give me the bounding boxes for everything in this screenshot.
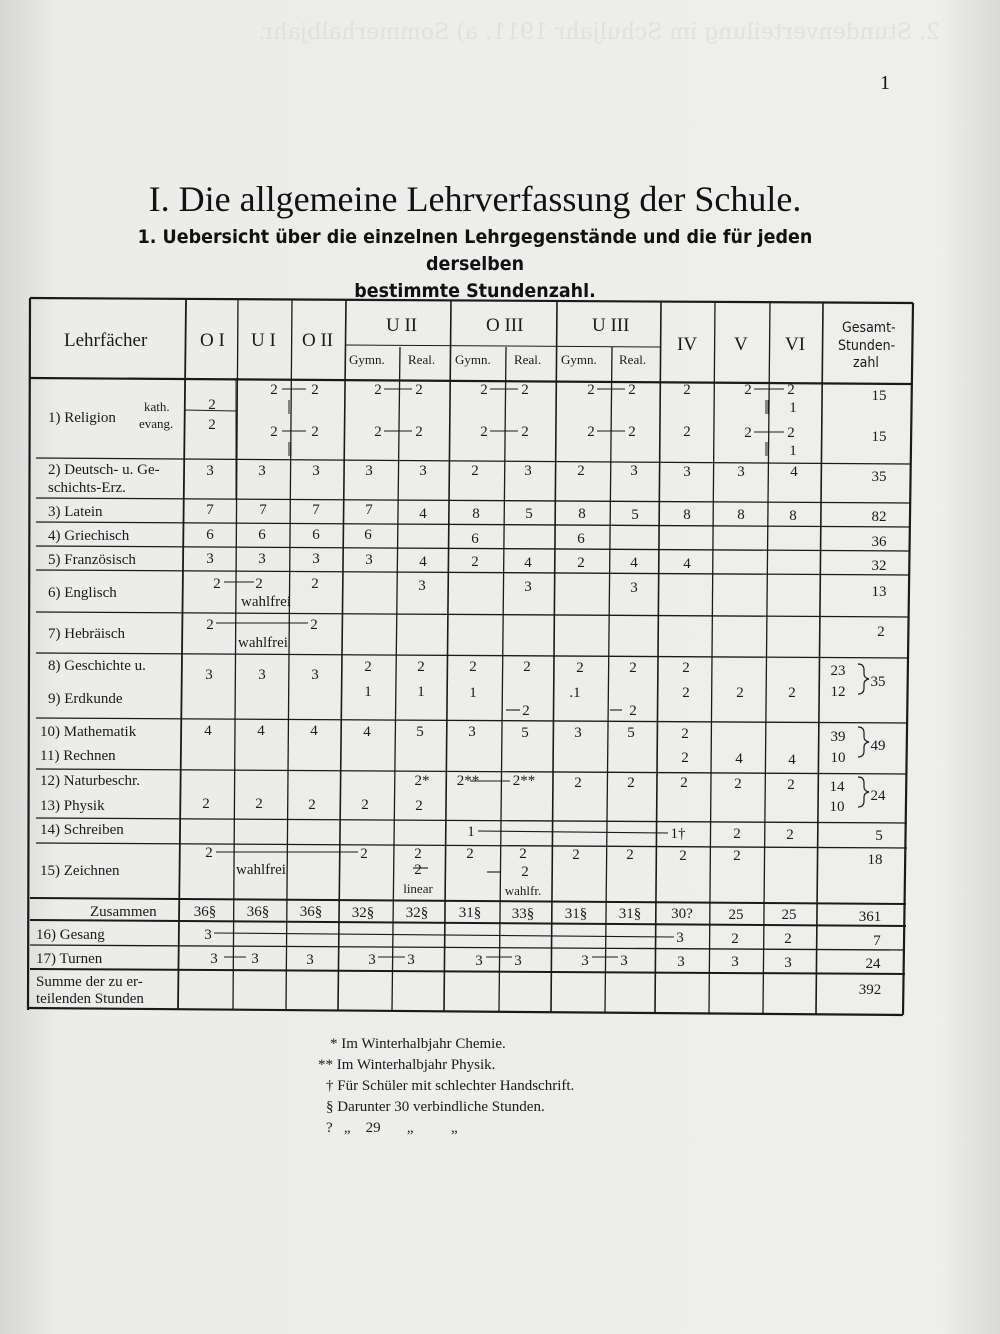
footnote: † Für Schüler mit schlechter Handschrift. <box>326 1078 575 1094</box>
cell: 2* <box>414 773 430 789</box>
cell: 7 <box>365 502 373 518</box>
cell: 3 <box>784 955 792 971</box>
cell: 2 <box>587 424 595 440</box>
row-label-deutsch-2: schichts-Erz. <box>48 480 126 496</box>
row-label-religion: 1) Religion <box>48 410 116 426</box>
cell: 2 <box>787 382 795 398</box>
cell: 32§ <box>351 905 375 921</box>
cell: 24 <box>865 956 881 972</box>
cell: 8 <box>472 506 480 522</box>
cell: .1 <box>569 685 581 701</box>
cell: 3 <box>475 953 483 969</box>
header-class-uiii: U III <box>592 315 630 336</box>
cell: 3 <box>258 463 266 479</box>
cell: 2 <box>519 846 527 862</box>
cell: 8 <box>737 507 745 523</box>
cell: 2 <box>414 862 422 878</box>
cell: 7 <box>873 933 881 949</box>
cell-note: wahlfrei <box>241 594 291 610</box>
cell: 6 <box>206 527 214 543</box>
cell: 2 <box>522 703 530 719</box>
cell: 2 <box>523 659 531 675</box>
cell: 2 <box>628 382 636 398</box>
cell: 361 <box>858 909 882 925</box>
cell: 10 <box>830 750 846 766</box>
cell: 4 <box>735 751 743 767</box>
cell: 2 <box>787 425 795 441</box>
cell: 2 <box>308 797 316 813</box>
cell: 5 <box>521 725 529 741</box>
cell: 3 <box>737 464 745 480</box>
row-label-franzoesisch: 5) Französisch <box>48 552 136 568</box>
cell: 392 <box>858 982 882 998</box>
cell: 3 <box>574 725 582 741</box>
cell: 2 <box>733 848 741 864</box>
cell: 10 <box>829 799 845 815</box>
row-label-schreiben: 14) Schreiben <box>40 822 124 838</box>
cell: 3 <box>630 463 638 479</box>
cell: 31§ <box>618 906 642 922</box>
cell: 8 <box>683 507 691 523</box>
cell: 2 <box>628 424 636 440</box>
cell: 3 <box>365 552 373 568</box>
cell: 2 <box>480 424 488 440</box>
cell: 2 <box>682 660 690 676</box>
row-label-summe-1: Summe der zu er- <box>36 974 143 990</box>
cell: 2 <box>417 659 425 675</box>
combined-total: 24 <box>870 788 886 804</box>
cell: 5 <box>525 506 533 522</box>
table-cells <box>194 382 887 998</box>
cell: 2 <box>310 617 318 633</box>
cell: 1† <box>670 826 686 842</box>
cell: 3 <box>251 951 259 967</box>
cell: 2 <box>255 796 263 812</box>
cell: 1 <box>789 400 797 416</box>
cell: 6 <box>312 527 320 543</box>
cell: 4 <box>524 555 532 571</box>
cell: 2 <box>572 847 580 863</box>
cell: 2 <box>374 382 382 398</box>
row-label-religion-kath: kath. <box>144 399 170 414</box>
cell: 3 <box>210 951 218 967</box>
row-label-erdkunde: 9) Erdkunde <box>48 691 123 707</box>
row-label-zusammen: Zusammen <box>90 904 157 920</box>
cell: 2 <box>311 424 319 440</box>
cell: 35 <box>871 469 887 485</box>
cell: 2 <box>521 382 529 398</box>
cell: 3 <box>683 464 691 480</box>
cell: 2 <box>574 775 582 791</box>
row-label-summe-2: teilenden Stunden <box>36 991 144 1007</box>
cell: 7 <box>259 502 267 518</box>
cell: 2 <box>734 776 742 792</box>
cell: 7 <box>312 502 320 518</box>
header-oiii-real: Real. <box>514 352 542 367</box>
header-class-v: V <box>734 334 748 355</box>
cell: 32 <box>871 558 887 574</box>
row-label-turnen: 17) Turnen <box>36 951 103 967</box>
row-label-physik: 13) Physik <box>40 798 105 814</box>
row-label-zeichnen: 15) Zeichnen <box>40 863 120 879</box>
cell: 2 <box>680 775 688 791</box>
cell: 2** <box>456 773 480 789</box>
cell: 3 <box>620 953 628 969</box>
footnote: * Im Winterhalbjahr Chemie. <box>330 1036 506 1052</box>
bleed-through-text: 2. Stundenverteilung im Schuljahr 1911. a) Sommerhalbjahr. <box>258 20 940 45</box>
cell: 2 <box>360 846 368 862</box>
footnote: ? „ 29 „ „ <box>326 1120 458 1136</box>
footnotes <box>318 1034 574 1139</box>
cell: 3 <box>524 579 532 595</box>
cell: 2 <box>877 624 885 640</box>
cell: 2 <box>415 382 423 398</box>
cell: 30? <box>671 906 693 922</box>
row-label-englisch: 6) Englisch <box>48 585 117 601</box>
cell: 4 <box>788 752 796 768</box>
cell: 3 <box>418 578 426 594</box>
cell: 5 <box>416 724 424 740</box>
cell: 3 <box>407 952 415 968</box>
cell: 2 <box>629 703 637 719</box>
cell: 7 <box>206 502 214 518</box>
cell: 2 <box>682 685 690 701</box>
cell: 2 <box>787 777 795 793</box>
cell: 6 <box>471 531 479 547</box>
cell: 2 <box>521 424 529 440</box>
cell: 3 <box>676 930 684 946</box>
header-class-ui: U I <box>251 330 276 351</box>
cell: 39 <box>830 729 846 745</box>
cell: 1 <box>789 443 797 459</box>
cell: 36 <box>871 534 887 550</box>
header-class-uii: U II <box>386 315 418 336</box>
cell: 2 <box>683 382 691 398</box>
header-uiii-gymn: Gymn. <box>561 352 597 367</box>
cell: 3 <box>731 954 739 970</box>
cell-note: wahlfr. <box>504 883 542 898</box>
page-title: I. Die allgemeine Lehrverfassung der Schule. <box>148 179 802 219</box>
cell: 2 <box>364 659 372 675</box>
cell: 2 <box>577 555 585 571</box>
cell: 1 <box>467 824 475 840</box>
header-uii-real: Real. <box>408 352 436 367</box>
cell: 2 <box>361 797 369 813</box>
cell: 2 <box>213 576 221 592</box>
cell: 25 <box>728 907 744 923</box>
row-label-deutsch-1: 2) Deutsch- u. Ge- <box>48 462 160 478</box>
cell: 2 <box>374 424 382 440</box>
cell: 2** <box>512 773 536 789</box>
cell: 4 <box>630 555 638 571</box>
row-label-hebraeisch: 7) Hebräisch <box>48 626 126 642</box>
cell: 4 <box>419 506 427 522</box>
cell: 4 <box>683 556 691 572</box>
cell-note: wahlfrei <box>238 635 288 651</box>
cell: 2 <box>681 750 689 766</box>
cell: 2 <box>270 382 278 398</box>
row-label-naturbeschr: 12) Naturbeschr. <box>40 773 140 789</box>
cell: 3 <box>581 953 589 969</box>
header-total-line2: Stunden- <box>838 338 896 354</box>
cell: 15 <box>871 429 887 445</box>
cell-note: wahlfrei <box>236 862 286 878</box>
cell: 2 <box>744 382 752 398</box>
cell: 2 <box>415 798 423 814</box>
cell: 33§ <box>511 906 535 922</box>
header-class-iv: IV <box>677 334 698 355</box>
row-labels <box>36 399 173 1007</box>
header-uiii-real: Real. <box>619 352 647 367</box>
header-class-oiii: O III <box>486 315 524 336</box>
cell: 4 <box>363 724 371 740</box>
cell: 3 <box>514 953 522 969</box>
cell: 4 <box>257 723 265 739</box>
cell: 13 <box>871 584 887 600</box>
cell: 8 <box>578 506 586 522</box>
cell: 82 <box>871 509 887 525</box>
cell: 2 <box>311 576 319 592</box>
row-label-gesang: 16) Gesang <box>36 927 105 943</box>
cell: 3 <box>206 551 214 567</box>
cell: 2 <box>255 576 263 592</box>
cell: 2 <box>731 931 739 947</box>
cell: 2 <box>471 554 479 570</box>
cell: 3 <box>311 667 319 683</box>
cell: 2 <box>788 685 796 701</box>
cell: 2 <box>208 417 216 433</box>
cell: 3 <box>312 463 320 479</box>
cell: 3 <box>419 463 427 479</box>
cell: 23 <box>830 663 846 679</box>
footnote: § Darunter 30 verbindliche Stunden. <box>326 1099 545 1115</box>
cell: 3 <box>368 952 376 968</box>
cell: 2 <box>681 726 689 742</box>
header-total-line1: Gesamt- <box>842 320 896 336</box>
cell: 3 <box>306 952 314 968</box>
section-heading-line-2: bestimmte Stundenzahl. <box>354 280 596 302</box>
cell: 3 <box>677 954 685 970</box>
section-heading-line-1: 1. Uebersicht über die einzelnen Lehrgegenstände und die für jeden derselben <box>137 226 813 275</box>
row-label-griechisch: 4) Griechisch <box>48 528 130 544</box>
header-total-line3: zahl <box>853 355 879 371</box>
cell: 36§ <box>299 904 323 920</box>
cell: 18 <box>867 852 883 868</box>
cell: 3 <box>468 724 476 740</box>
cell: 3 <box>630 580 638 596</box>
cell: 1 <box>417 684 425 700</box>
cell: 2 <box>627 775 635 791</box>
cell: 1 <box>364 684 372 700</box>
cell: 2 <box>683 424 691 440</box>
cell: 2 <box>736 685 744 701</box>
cell: 2 <box>206 617 214 633</box>
cell: 3 <box>204 927 212 943</box>
cell: 2 <box>466 846 474 862</box>
cell: 2 <box>521 864 529 880</box>
cell: 2 <box>626 847 634 863</box>
row-label-mathematik: 10) Mathematik <box>40 724 137 740</box>
cell: 4 <box>419 554 427 570</box>
cell: 15 <box>871 388 887 404</box>
cell: 2 <box>414 846 422 862</box>
cell: 6 <box>577 531 585 547</box>
cell: 31§ <box>458 905 482 921</box>
header-uii-gymn: Gymn. <box>349 352 385 367</box>
cell: 2 <box>205 845 213 861</box>
cell: 5 <box>875 828 883 844</box>
cell: 32§ <box>405 905 429 921</box>
footnote: ** Im Winterhalbjahr Physik. <box>318 1057 496 1073</box>
cell: 6 <box>258 527 266 543</box>
cell: 5 <box>631 507 639 523</box>
cell: 8 <box>789 508 797 524</box>
cell: 2 <box>311 382 319 398</box>
cell: 3 <box>524 463 532 479</box>
cell-note: linear <box>403 881 433 896</box>
cell: 31§ <box>564 906 588 922</box>
row-label-rechnen: 11) Rechnen <box>40 748 116 764</box>
cell: 4 <box>310 723 318 739</box>
header-oiii-gymn: Gymn. <box>455 352 491 367</box>
cell: 2 <box>733 826 741 842</box>
cell: 2 <box>415 424 423 440</box>
cell: 36§ <box>193 904 217 920</box>
cell: 12 <box>830 684 846 700</box>
cell: 36§ <box>246 904 270 920</box>
cell: 2 <box>577 463 585 479</box>
cell: 2 <box>469 659 477 675</box>
cell: 2 <box>576 660 584 676</box>
combined-total: 49 <box>870 738 886 754</box>
cell: 2 <box>629 660 637 676</box>
row-label-geschichte: 8) Geschichte u. <box>48 658 146 674</box>
cell: 3 <box>258 667 266 683</box>
header-lehrfaecher: Lehrfächer <box>64 330 148 351</box>
combined-total: 35 <box>870 674 886 690</box>
cell: 2 <box>471 463 479 479</box>
cell: 3 <box>205 667 213 683</box>
cell: 2 <box>208 397 216 413</box>
cell: 6 <box>364 527 372 543</box>
cell: 2 <box>786 827 794 843</box>
header-class-vi: VI <box>785 334 806 355</box>
cell: 25 <box>781 907 797 923</box>
cell: 2 <box>744 425 752 441</box>
page-number: 1 <box>880 72 890 94</box>
cell: 1 <box>469 685 477 701</box>
cell: 4 <box>204 723 212 739</box>
cell: 2 <box>270 424 278 440</box>
cell: 2 <box>480 382 488 398</box>
row-label-latein: 3) Latein <box>48 504 103 520</box>
header-class-oii: O II <box>302 330 334 351</box>
cell: 3 <box>206 463 214 479</box>
row-label-religion-evang: evang. <box>139 416 174 431</box>
cell: 2 <box>679 848 687 864</box>
cell: 4 <box>790 464 798 480</box>
cell: 3 <box>312 551 320 567</box>
cell: 14 <box>829 779 845 795</box>
table-header <box>64 315 896 371</box>
cell: 3 <box>365 463 373 479</box>
cell: 5 <box>627 725 635 741</box>
cell: 2 <box>202 796 210 812</box>
header-class-oi: O I <box>200 330 225 351</box>
cell: 2 <box>784 931 792 947</box>
cell: 2 <box>587 382 595 398</box>
cell: 3 <box>258 551 266 567</box>
